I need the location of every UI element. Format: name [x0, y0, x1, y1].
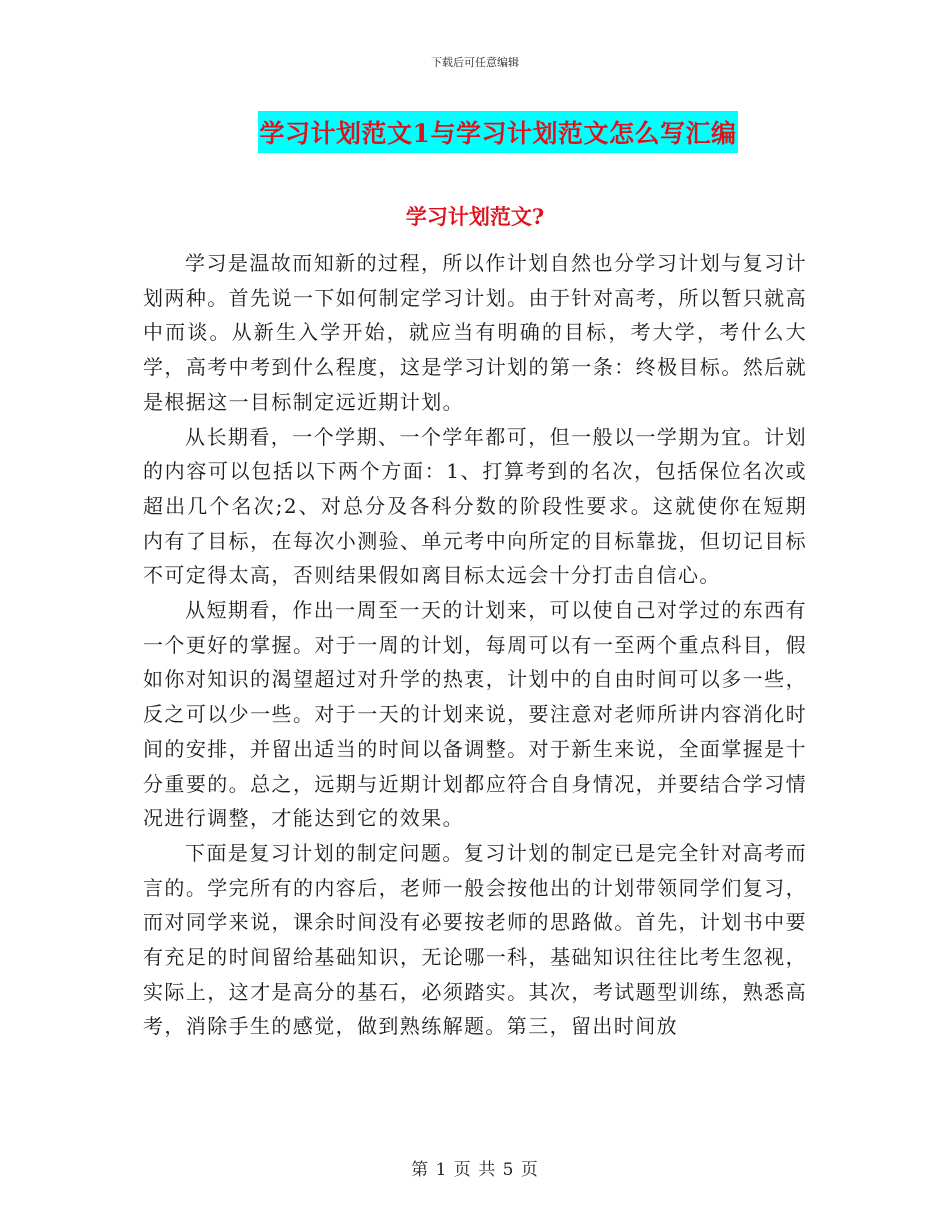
paragraph-3: 从短期看，作出一周至一天的计划来，可以使自己对学过的东西有一个更好的掌握。对于一周的计划，每周可以有一至两个重点科目，假如你对知识的渴望超过对升学的热衷，计划中的自由时间可以多一些，反之可以少一些。对于一天的计划来说，要注意对老师所讲内容消化时间的安排，并留出适当的时间以备调整。对于新生来说，全面掌握是十分重要的。总之，远期与近期计划都应符合自身情况，并要结合学习情况进行调整，才能达到它的效果。 [143, 598, 807, 831]
paragraph-2: 从长期看，一个学期、一个学年都可，但一般以一学期为宜。计划的内容可以包括以下两个方面：1、打算考到的名次，包括保位名次或超出几个名次;2、对总分及各科分数的阶段性要求。这就使你在短期内有了目标，在每次小测验、单元考中向所定的目标靠拢，但切记目标不可定得太高，否则结果假如离目标太远会十分打击自信心。 [143, 424, 807, 588]
document-title: 学习计划范文1与学习计划范文怎么写汇编 [258, 111, 739, 153]
page-number-footer: 第 1 页 共 5 页 [411, 1160, 539, 1180]
paragraph-1: 学习是温故而知新的过程，所以作计划自然也分学习计划与复习计划两种。首先说一下如何制定学习计划。由于针对高考，所以暂只就高中而谈。从新生入学开始，就应当有明确的目标，考大学，考什么大学，高考中考到什么程度，这是学习计划的第一条：终极目标。然后就是根据这一目标制定远近期计划。 [143, 251, 807, 414]
page-header-note: 下载后可任意编辑 [431, 56, 519, 69]
paragraph-4: 下面是复习计划的制定问题。复习计划的制定已是完全针对高考而言的。学完所有的内容后，老师一般会按他出的计划带领同学们复习，而对同学来说，课余时间没有必要按老师的思路做。首先，计划书中要有充足的时间留给基础知识，无论哪一科，基础知识往往比考生忽视，实际上，这才是高分的基石，必须踏实。其次，考试题型训练，熟悉高考，消除手生的感觉，做到熟练解题。第三，留出时间放 [143, 840, 807, 1039]
section-title: 学习计划范文? [405, 204, 545, 229]
document-title-container [0, 111, 950, 153]
document-body [143, 246, 807, 1044]
